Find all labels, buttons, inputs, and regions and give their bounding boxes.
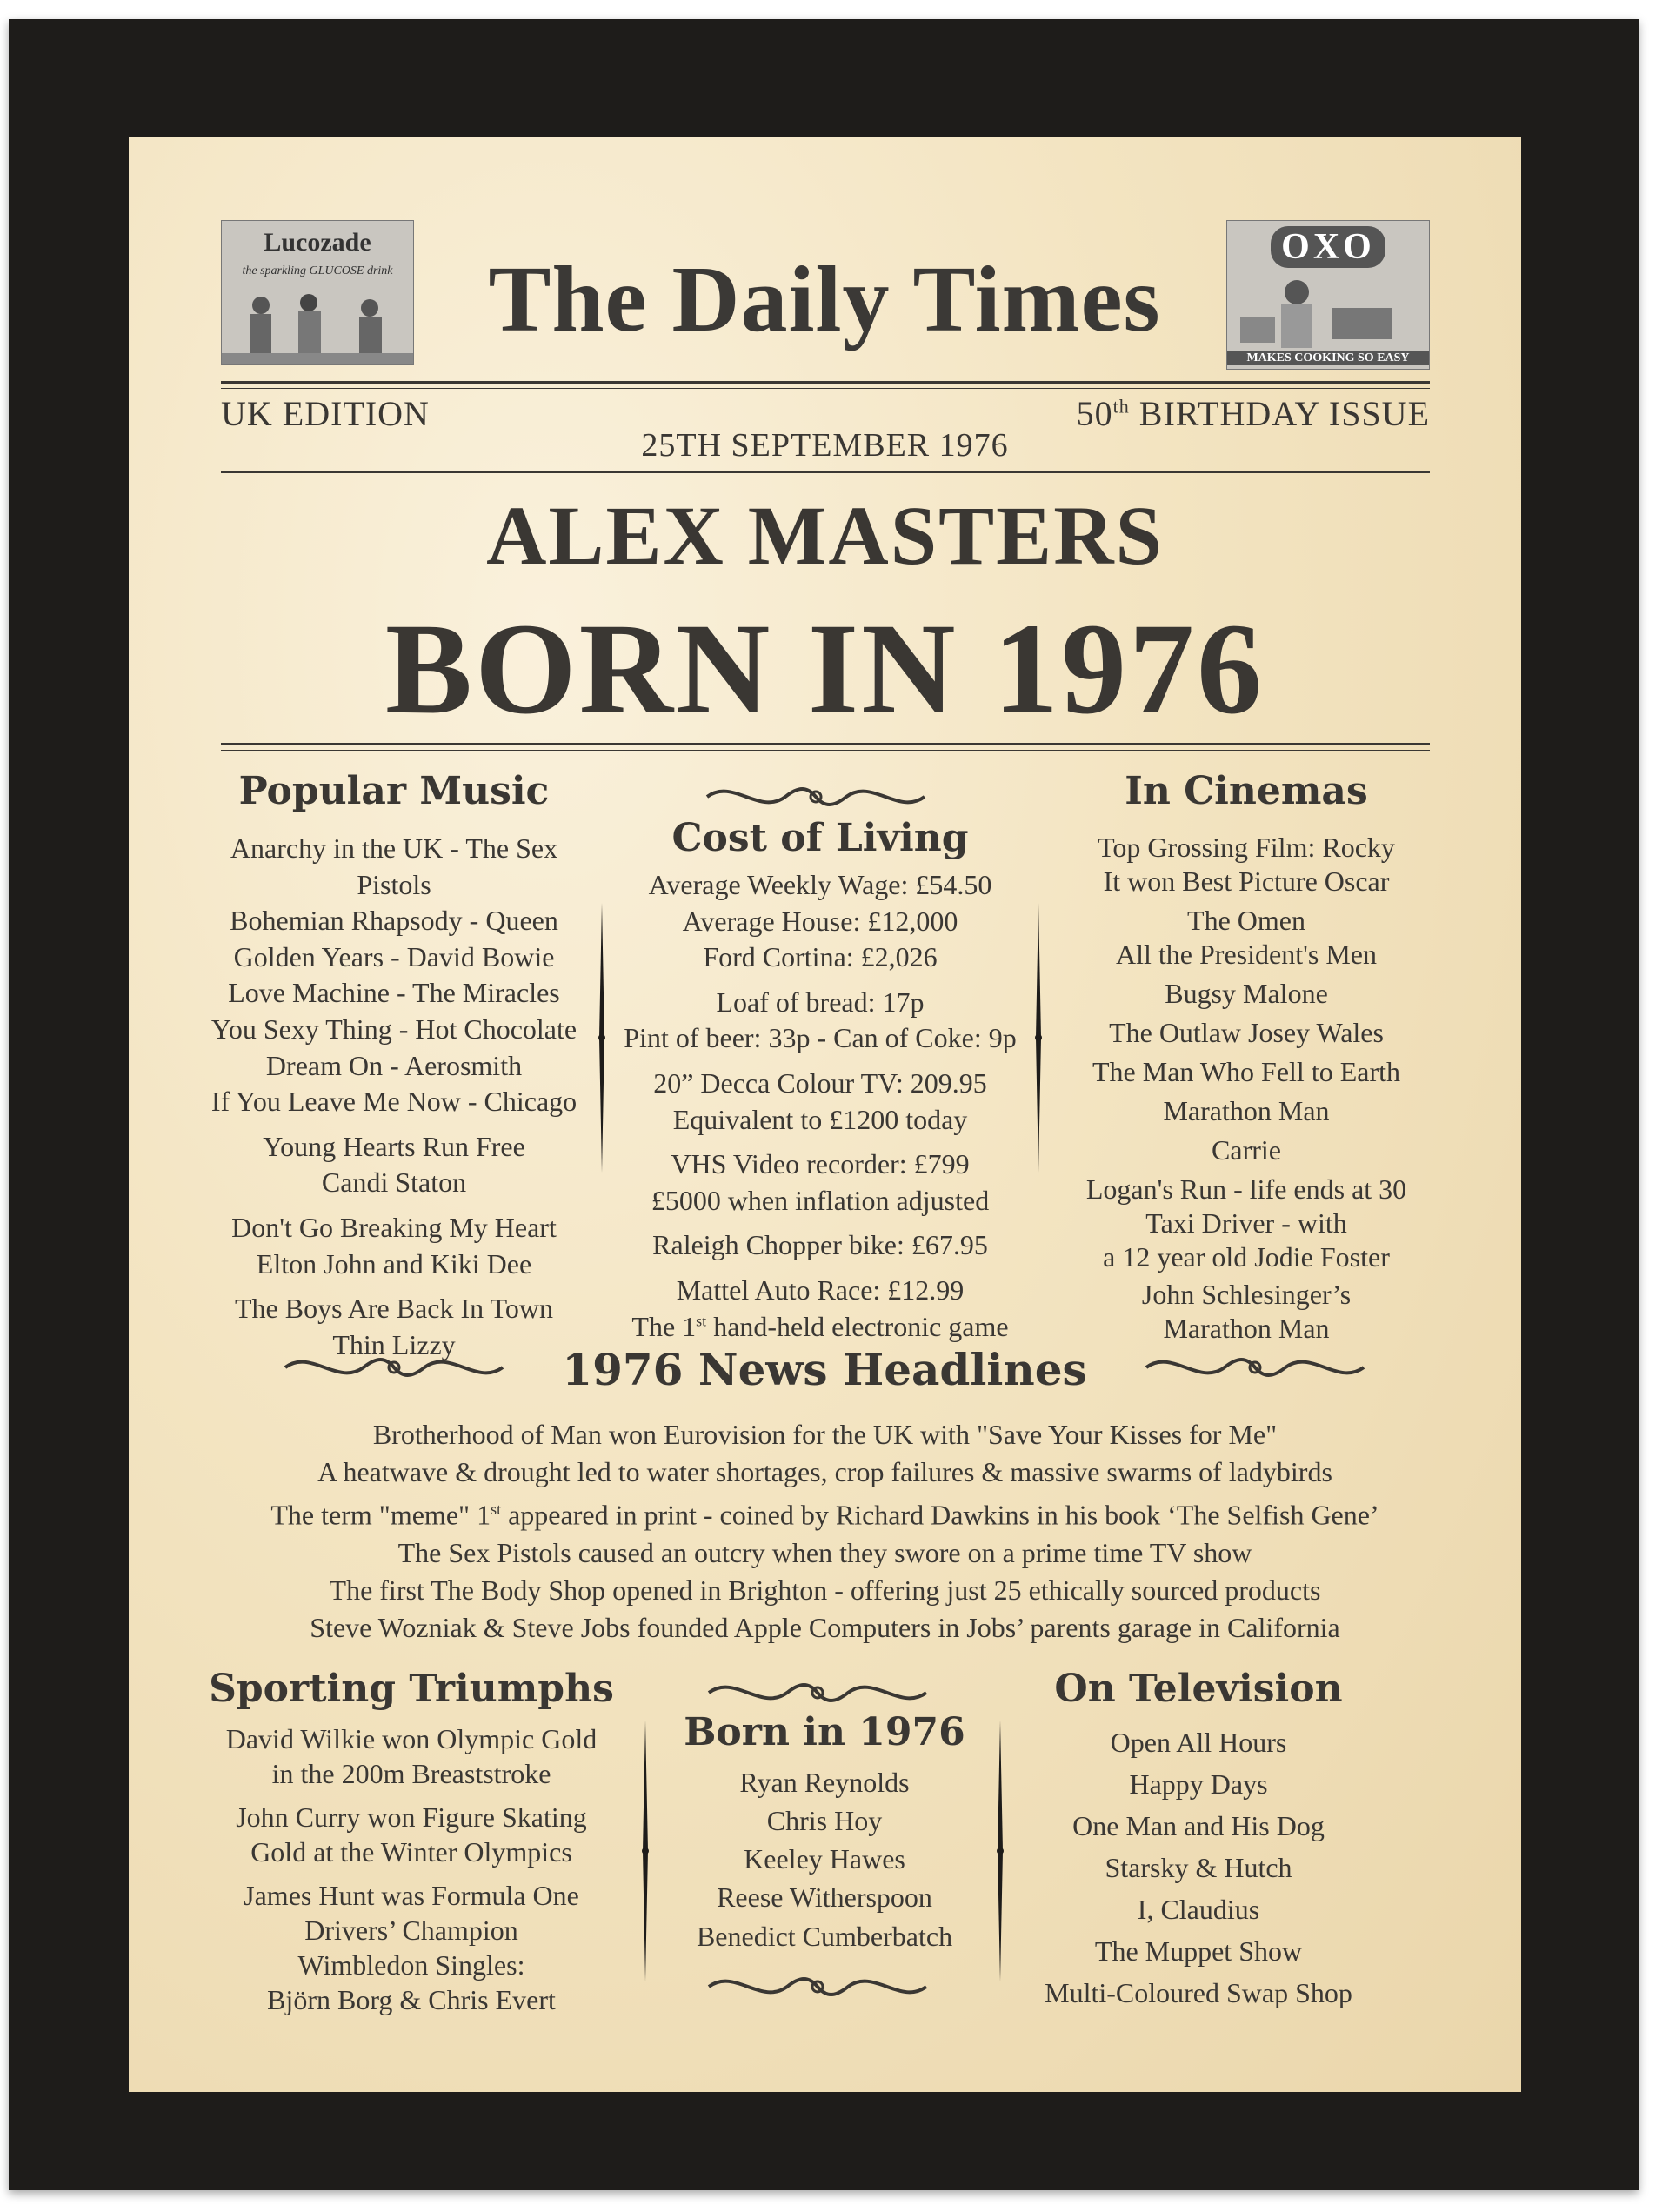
cost-flourish-icon — [698, 778, 933, 816]
born-item: Keeley Hawes — [744, 1843, 905, 1875]
cost-item: Raleigh Chopper bike: £67.95 — [652, 1229, 988, 1261]
music-item: Elton John and Kiki Dee — [256, 1247, 532, 1280]
news-item: Brotherhood of Man won Eurovision for the UK with "Save Your Kisses for Me" — [372, 1419, 1278, 1450]
headline-rule-bottom — [221, 750, 1430, 751]
born-item: Reese Witherspoon — [717, 1881, 932, 1914]
sport-item: David Wilkie won Olympic Gold — [225, 1723, 598, 1754]
cinema-item: a 12 year old Jodie Foster — [1103, 1241, 1390, 1273]
sporting-section — [207, 1667, 616, 2017]
column-divider-left-lower — [640, 1721, 651, 1981]
cost-item-game: The 1st hand-held electronic game — [631, 1310, 1009, 1342]
tv-item: I, Claudius — [1137, 1894, 1260, 1925]
cinema-item: John Schlesinger’s — [1141, 1279, 1352, 1311]
news-item: Steve Wozniak & Steve Jobs founded Apple Computers in Jobs’ parents garage in California — [310, 1611, 1340, 1643]
issue-suffix: th — [1112, 395, 1130, 418]
music-item: Bohemian Rhapsody - Queen — [230, 905, 558, 937]
sporting-list — [207, 1721, 616, 2017]
music-item: You Sexy Thing - Hot Chocolate — [210, 1012, 577, 1045]
birthday-name: ALEX MASTERS — [486, 489, 1164, 582]
headline-rule-top — [221, 743, 1430, 745]
born-item: Ryan Reynolds — [739, 1767, 910, 1798]
sport-item: John Curry won Figure Skating — [236, 1801, 587, 1833]
sport-item: James Hunt was Formula One — [244, 1880, 579, 1911]
lucozade-advert — [221, 220, 414, 365]
cost-item: Average Weekly Wage: £54.50 — [648, 869, 992, 900]
lucozade-brand: Lucozade — [264, 228, 371, 257]
television-title: On Television — [1054, 1667, 1343, 1711]
tv-item: The Muppet Show — [1094, 1935, 1303, 1967]
music-item: Dream On - Aerosmith — [265, 1049, 523, 1081]
cinema-item: Top Grossing Film: Rocky — [1098, 832, 1395, 863]
music-item: Candi Staton — [321, 1166, 467, 1199]
news-headlines-title: 1976 News Headlines — [562, 1344, 1087, 1395]
oxo-tagline: MAKES COOKING SO EASY — [1227, 351, 1429, 365]
cost-of-living-list — [605, 867, 1035, 1345]
music-item: Love Machine - The Miracles — [228, 977, 560, 1009]
born-flourish-bottom-icon — [700, 1968, 935, 2006]
television-section — [1003, 1667, 1394, 2014]
lucozade-illustration — [222, 284, 413, 364]
masthead-title: The Daily Times — [488, 248, 1161, 351]
born-item: Benedict Cumberbatch — [696, 1920, 953, 1952]
sport-item: in the 200m Breaststroke — [271, 1758, 551, 1789]
issue-text: BIRTHDAY ISSUE — [1138, 394, 1430, 433]
cinema-item: It won Best Picture Oscar — [1103, 865, 1390, 898]
music-item: If You Leave Me Now - Chicago — [210, 1086, 577, 1118]
cost-item: 20” Decca Colour TV: 209.95 — [653, 1066, 987, 1099]
cinema-item: Bugsy Malone — [1165, 978, 1328, 1010]
cost-item: £5000 when inflation adjusted — [651, 1184, 990, 1216]
tv-item: Multi-Coloured Swap Shop — [1045, 1977, 1352, 2008]
cinema-item: The Outlaw Josey Wales — [1109, 1017, 1384, 1049]
cinema-item: Marathon Man — [1163, 1313, 1330, 1345]
sport-item: Gold at the Winter Olympics — [250, 1836, 572, 1868]
popular-music-section — [198, 769, 590, 1363]
sporting-title: Sporting Triumphs — [209, 1667, 614, 1711]
news-item-meme: The term "meme" 1st appeared in print - coined by Richard Dawkins in his book ‘The Selfish Gene’ — [270, 1499, 1379, 1531]
born-headline: BORN IN 1976 — [384, 597, 1265, 741]
cost-of-living-section — [605, 816, 1035, 1345]
issue-date: 25TH SEPTEMBER 1976 — [641, 427, 1009, 464]
masthead-rule-top-thin — [221, 388, 1430, 389]
news-flourish-right-icon — [1138, 1348, 1372, 1387]
born-flourish-top-icon — [700, 1674, 935, 1712]
edition-label: UK EDITION — [221, 394, 430, 433]
sport-item: Drivers’ Champion — [304, 1915, 518, 1946]
cost-item: Equivalent to £1200 today — [672, 1103, 968, 1135]
cost-of-living-title: Cost of Living — [671, 816, 969, 860]
sport-item: Wimbledon Singles: — [297, 1949, 525, 1981]
tv-item: One Man and His Dog — [1072, 1810, 1325, 1841]
television-list — [1003, 1721, 1394, 2014]
cost-item: Pint of beer: 33p - Can of Coke: 9p — [624, 1022, 1017, 1054]
cinema-item: All the President's Men — [1116, 939, 1377, 971]
tv-item: Open All Hours — [1110, 1727, 1287, 1758]
cinema-item: Logan's Run - life ends at 30 — [1085, 1173, 1407, 1206]
masthead-rule-top — [221, 381, 1430, 384]
popular-music-list — [198, 831, 590, 1363]
tv-item: Happy Days — [1129, 1768, 1268, 1800]
cinema-item: Marathon Man — [1163, 1095, 1330, 1127]
oxo-advert — [1226, 220, 1430, 370]
cost-item: Loaf of bread: 17p — [716, 986, 925, 1018]
sport-item: Björn Borg & Chris Evert — [267, 1984, 556, 2015]
born-item: Chris Hoy — [766, 1805, 883, 1837]
news-item: The first The Body Shop opened in Brighton - offering just 25 ethically sourced products — [329, 1574, 1321, 1606]
music-item: Golden Years - David Bowie — [233, 940, 555, 972]
news-flourish-left-icon — [277, 1348, 511, 1387]
cinema-item: The Man Who Fell to Earth — [1092, 1056, 1400, 1088]
in-cinemas-list — [1046, 831, 1446, 1346]
music-item: Anarchy in the UK - The Sex Pistols — [230, 832, 558, 900]
news-item: The Sex Pistols caused an outcry when they swore on a prime time TV show — [397, 1536, 1252, 1568]
cinema-item: Taxi Driver - with — [1145, 1207, 1347, 1240]
news-headlines-list — [129, 1416, 1521, 1647]
date-rule — [221, 471, 1430, 473]
in-cinemas-section — [1046, 769, 1446, 1346]
music-item: The Boys Are Back In Town — [235, 1293, 553, 1325]
born-in-section — [651, 1710, 998, 1955]
born-in-list — [651, 1763, 998, 1955]
tv-item: Starsky & Hutch — [1105, 1852, 1292, 1883]
cost-item: Mattel Auto Race: £12.99 — [676, 1273, 965, 1306]
in-cinemas-title: In Cinemas — [1125, 769, 1368, 813]
oxo-brand: OXO — [1271, 226, 1385, 268]
music-item: Young Hearts Run Free — [263, 1130, 525, 1162]
cost-item: Ford Cortina: £2,026 — [703, 941, 938, 973]
cost-item: VHS Video recorder: £799 — [671, 1148, 970, 1180]
newspaper-page — [129, 137, 1521, 2092]
cinema-item: Carrie — [1212, 1134, 1281, 1166]
born-in-title: Born in 1976 — [684, 1710, 965, 1754]
issue-number: 50 — [1076, 394, 1113, 433]
lucozade-tagline: the sparkling GLUCOSE drink — [242, 264, 393, 277]
music-item: Don't Go Breaking My Heart — [231, 1211, 557, 1243]
popular-music-title: Popular Music — [238, 769, 550, 813]
cinema-item: The Omen — [1187, 905, 1305, 937]
oxo-illustration — [1227, 273, 1429, 351]
cost-item: Average House: £12,000 — [682, 905, 958, 937]
news-item: A heatwave & drought led to water shortages, crop failures & massive swarms of ladybirds — [317, 1456, 1332, 1487]
music-item: Thin Lizzy — [332, 1328, 456, 1360]
